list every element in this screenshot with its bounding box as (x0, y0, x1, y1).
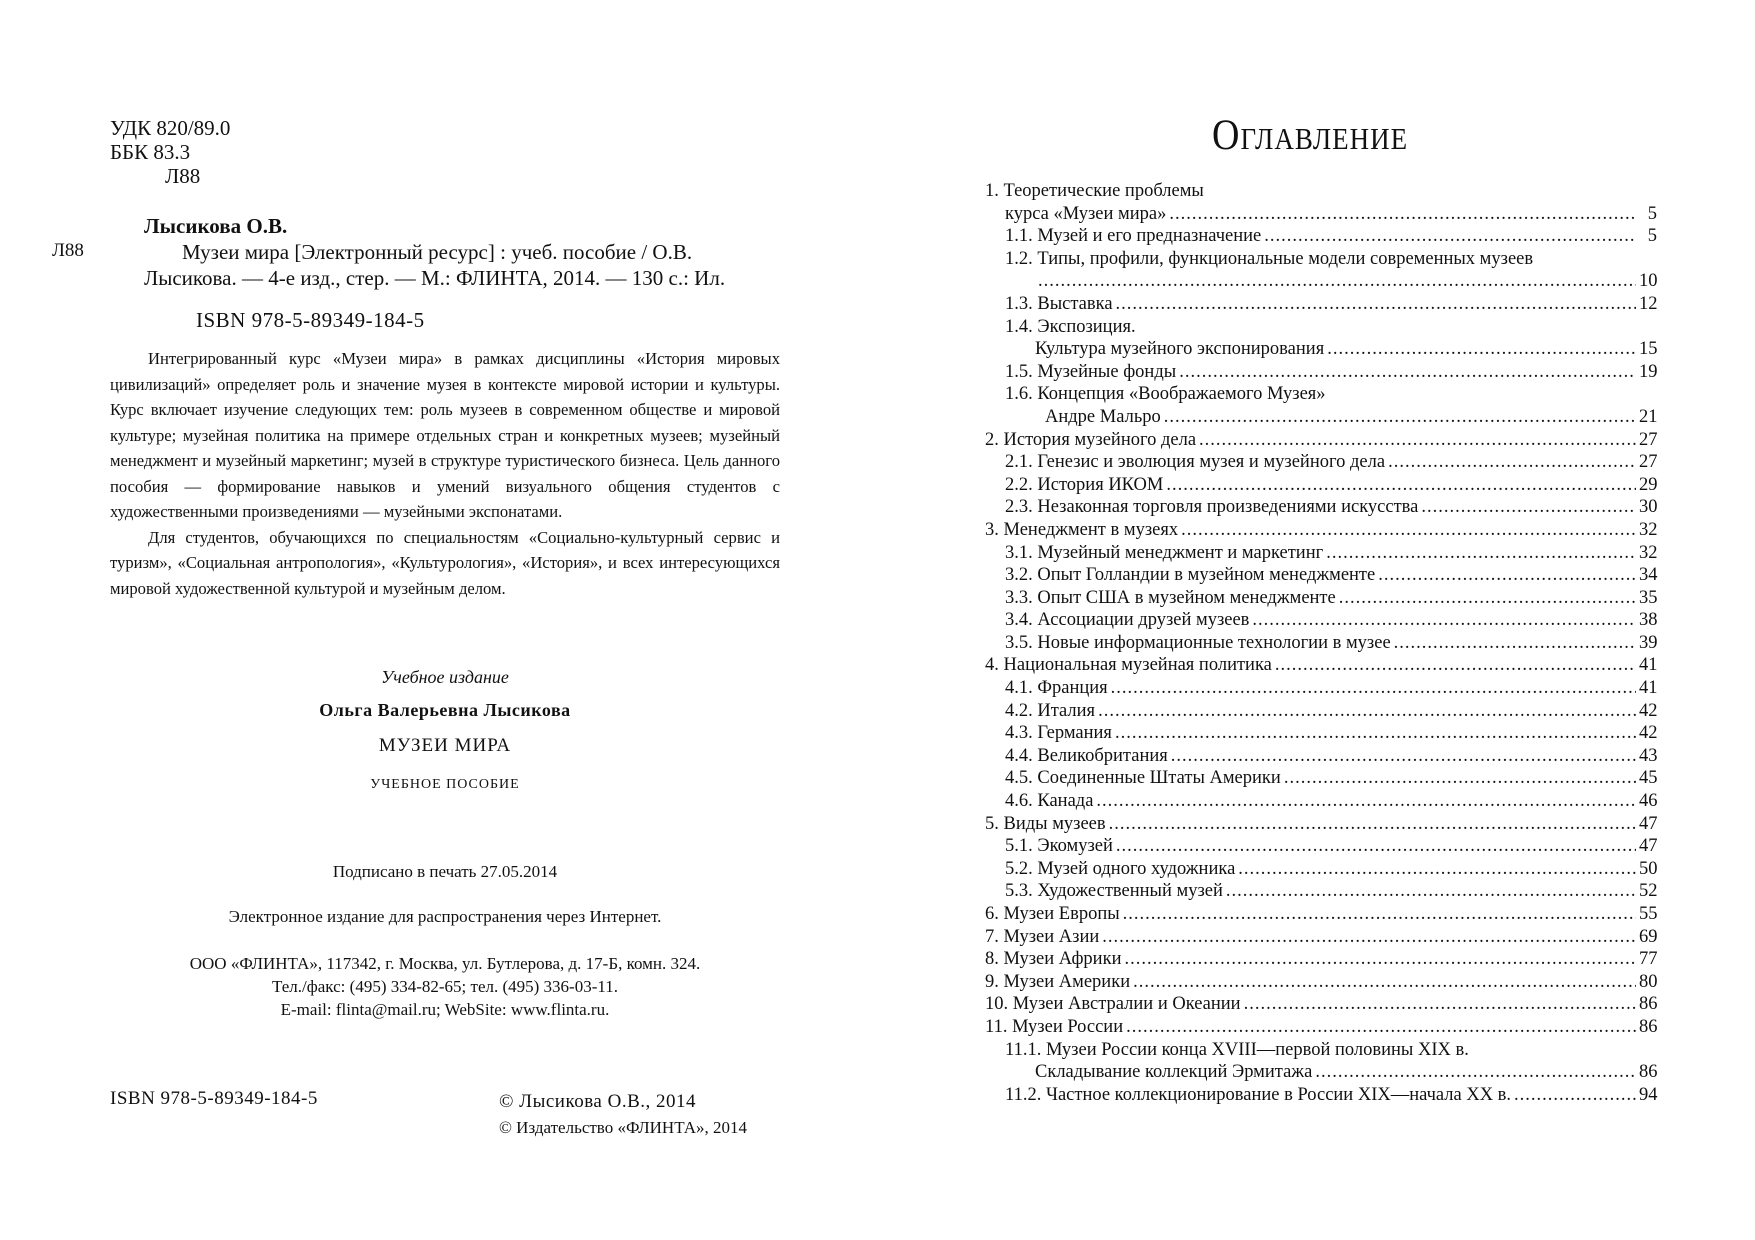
toc-entry-label: 3.1. Музейный менеджмент и маркетинг (1005, 542, 1324, 563)
toc-entry-label: 1. Теоретические проблемы (985, 181, 1204, 201)
toc-entry-label: 1.4. Экспозиция. (1005, 316, 1136, 337)
toc-leader-dots (1238, 858, 1636, 881)
toc-entry-label: 5.1. Экомузей (1005, 836, 1113, 857)
toc-entry-label: 1.6. Концепция «Воображаемого Музея» (1005, 384, 1326, 405)
toc-leader-dots (1109, 813, 1636, 836)
biblio-description-line2: Лысикова. — 4-е изд., стер. — М.: ФЛИНТА, 2014. — 130 с.: Ил. (144, 266, 726, 290)
toc-leader-dots (1116, 835, 1636, 858)
toc-entry (985, 609, 1657, 632)
toc-entry-label: 11.2. Частное коллекционирование в России XIX—начала XX в. (1005, 1084, 1512, 1105)
toc-entry-page: 19 (1639, 361, 1658, 382)
toc-entry (985, 745, 1657, 768)
toc-entry (985, 587, 1657, 610)
udk-code: УДК 820/89.0 (110, 116, 231, 140)
toc-entry (985, 926, 1657, 949)
toc-entry-label: курса «Музеи мира» (1005, 203, 1167, 224)
toc-entry-page: 77 (1639, 949, 1658, 970)
toc-entry (985, 1084, 1657, 1107)
toc-entry (985, 700, 1657, 723)
bbk-code: ББК 83.3 (110, 140, 191, 164)
annotation-paragraph-1: Интегрированный курс «Музеи мира» в рамках дисциплины «История мировых цивилизаций» определяет роль и значение музея в контексте мировой истории и культуры. Курс включает изучение следующих тем: роль музеев в современном обществе и мировой культуре; музейная политика на примере отдельных стран и конкретных музеев; музейный менеджмент и музейный маркетинг; музей в структуре туристического бизнеса. Цель данного пособия — формирование навыков и умений визуального общения студентов с художественными произведениями — музейными экспонатами. (110, 349, 780, 521)
toc-entry-page: 94 (1639, 1084, 1658, 1105)
toc-entry-label: 8. Музеи Африки (985, 949, 1122, 970)
toc-entry-label: 2. История музейного дела (985, 429, 1197, 450)
toc-leader-dots (1111, 677, 1636, 700)
toc-entry-label: 4.1. Франция (1005, 678, 1108, 699)
toc-entry-label: 4.5. Соединенные Штаты Америки (1005, 768, 1281, 789)
publisher-phone: Тел./факс: (495) 334-82-65; тел. (495) 336-03-11. (272, 977, 618, 996)
toc-entry (985, 767, 1657, 790)
toc-entry-page: 46 (1639, 791, 1658, 812)
toc-entry-page: 42 (1639, 723, 1658, 744)
toc-entry (985, 632, 1657, 655)
annotation-paragraph-2: Для студентов, обучающихся по специальностям «Социально-культурный сервис и туризм», «Социальная антропология», «Культурология», «История», и всех интересующихся мировой художественной культурой и музейным делом. (110, 527, 780, 598)
toc-entry (985, 858, 1657, 881)
toc-leader-dots (1284, 767, 1636, 790)
toc-entry-label: 4.6. Канада (1005, 791, 1094, 812)
toc-leader-dots (1038, 270, 1636, 293)
toc-leader-dots (1421, 496, 1636, 519)
copyright-author: © Лысикова О.В., 2014 (499, 1091, 697, 1112)
toc-entry (985, 677, 1657, 700)
toc-leader-dots (1394, 632, 1636, 655)
toc-leader-dots (1244, 993, 1636, 1016)
toc-entry-label: 1.5. Музейные фонды (1005, 361, 1177, 382)
toc-entry-page: 35 (1639, 587, 1658, 608)
toc-entry (985, 474, 1657, 497)
toc-entry-label: 6. Музеи Европы (985, 904, 1120, 924)
toc-leader-dots (1378, 564, 1636, 587)
toc-entry-label: 3.2. Опыт Голландии в музейном менеджменте (1005, 565, 1376, 586)
toc-leader-dots (1252, 609, 1636, 632)
toc-entry-page: 21 (1639, 406, 1658, 427)
toc-leader-dots (1115, 722, 1636, 745)
toc-leader-dots (1327, 338, 1636, 361)
toc-entry-label: 3.5. Новые информационные технологии в музее (1005, 632, 1391, 653)
toc-entry-label: 5.3. Художественный музей (1005, 881, 1223, 902)
book-subtitle: УЧЕБНОЕ ПОСОБИЕ (370, 777, 520, 792)
toc-entry (985, 519, 1657, 542)
toc-entry (985, 993, 1657, 1016)
toc-entry (985, 429, 1657, 452)
toc-entry-page: 29 (1639, 474, 1658, 495)
toc-entry (985, 406, 1657, 429)
toc-leader-dots (1123, 903, 1636, 926)
toc-entry-page: 5 (1647, 226, 1657, 247)
toc-entry-label: 4.3. Германия (1005, 723, 1112, 744)
annotation (110, 346, 780, 601)
toc-entry-page: 47 (1639, 836, 1658, 857)
print-date: Подписано в печать 27.05.2014 (332, 862, 558, 881)
toc-entry (985, 293, 1657, 316)
toc-leader-dots (1096, 790, 1636, 813)
toc-entry (985, 564, 1657, 587)
toc-entry-page: 39 (1639, 632, 1658, 653)
toc-entry (985, 542, 1657, 565)
edition-type: Учебное издание (381, 667, 509, 687)
toc-entry-label: Культура музейного экспонирования (1035, 339, 1325, 360)
toc-entry-label: 4.4. Великобритания (1005, 745, 1168, 766)
toc-entry-page: 86 (1639, 994, 1658, 1015)
toc-entry (985, 451, 1657, 474)
toc-entry (985, 790, 1657, 813)
toc-entry (985, 1016, 1657, 1039)
toc-leader-dots (1169, 203, 1636, 226)
toc-entry (985, 496, 1657, 519)
toc-entry-label: 11. Музеи России (985, 1016, 1124, 1037)
author-heading: Лысикова О.В. (144, 214, 288, 238)
toc-entry-page: 12 (1639, 293, 1658, 314)
toc-entry-page: 15 (1639, 339, 1658, 360)
publisher-web: E-mail: flinta@mail.ru; WebSite: www.flinta.ru. (280, 1000, 610, 1019)
toc-entry-page: 30 (1639, 497, 1658, 518)
toc-entry (985, 225, 1657, 248)
toc-entry-label: 10. Музеи Австралии и Океании (985, 994, 1241, 1015)
toc-entry-page: 47 (1639, 813, 1658, 834)
toc-entry (985, 654, 1657, 677)
isbn-bottom: ISBN 978-5-89349-184-5 (110, 1088, 318, 1109)
toc-entry-label: 1.1. Музей и его предназначение (1005, 226, 1262, 247)
book-title: МУЗЕИ МИРА (378, 735, 512, 756)
toc-entry-page: 43 (1639, 745, 1658, 766)
toc-entry-page: 27 (1639, 429, 1658, 450)
toc-leader-dots (1164, 406, 1636, 429)
toc-leader-dots (1102, 926, 1636, 949)
toc-entry-label: 2.3. Незаконная торговля произведениями искусства (1005, 497, 1419, 518)
toc-entry-page: 45 (1639, 768, 1658, 789)
toc-entry (985, 361, 1657, 384)
margin-code: Л88 (52, 240, 84, 261)
toc-entry (985, 948, 1657, 971)
toc-entry (985, 903, 1657, 926)
toc-entry (985, 270, 1657, 293)
toc-leader-dots (1326, 542, 1636, 565)
table-of-contents (985, 180, 1657, 1106)
toc-entry (985, 835, 1657, 858)
toc-entry (985, 203, 1657, 226)
toc-entry-page: 41 (1639, 678, 1658, 699)
toc-leader-dots (1226, 880, 1636, 903)
toc-entry (985, 383, 1657, 406)
publisher-info (110, 952, 780, 1021)
toc-entry-page: 32 (1639, 542, 1658, 563)
author-code: Л88 (165, 164, 201, 188)
toc-entry-label: 2.2. История ИКОМ (1005, 474, 1164, 495)
toc-leader-dots (1514, 1084, 1636, 1107)
toc-entry-label: 7. Музеи Азии (985, 926, 1100, 947)
toc-entry-page: 34 (1639, 565, 1658, 586)
toc-entry (985, 722, 1657, 745)
toc-entry-label: 3.3. Опыт США в музейном менеджменте (1005, 587, 1336, 608)
toc-entry (985, 248, 1657, 271)
toc-entry (985, 1061, 1657, 1084)
toc-entry-label: 4.2. Италия (1005, 700, 1096, 721)
toc-leader-dots (1315, 1061, 1636, 1084)
classification-codes (110, 116, 230, 188)
toc-entry (985, 180, 1657, 203)
toc-leader-dots (1133, 971, 1636, 994)
toc-entry-page: 69 (1639, 926, 1658, 947)
toc-entry-label: 5.2. Музей одного художника (1005, 858, 1236, 879)
toc-leader-dots (1275, 654, 1636, 677)
toc-leader-dots (1179, 361, 1636, 384)
toc-leader-dots (1181, 519, 1636, 542)
toc-entry (985, 1039, 1657, 1062)
toc-leader-dots (1166, 474, 1636, 497)
toc-entry-label: 11.1. Музеи России конца XVIII—первой половины XIX в. (1005, 1039, 1469, 1060)
toc-entry-page: 42 (1639, 700, 1658, 721)
isbn-top: ISBN 978-5-89349-184-5 (196, 308, 425, 332)
toc-leader-dots (1264, 225, 1636, 248)
toc-entry-page: 86 (1639, 1016, 1658, 1037)
toc-entry-label: 3.4. Ассоциации друзей музеев (1005, 610, 1250, 631)
copyright-publisher: © Издательство «ФЛИНТА», 2014 (499, 1118, 748, 1137)
toc-leader-dots (1388, 451, 1636, 474)
toc-entry-page: 10 (1639, 271, 1658, 292)
biblio-description-line1: Музеи мира [Электронный ресурс] : учеб. пособие / О.В. (182, 240, 693, 264)
toc-leader-dots (1339, 587, 1636, 610)
toc-entry-label: 1.2. Типы, профили, функциональные модели современных музеев (1005, 248, 1534, 269)
toc-leader-dots (1199, 429, 1636, 452)
toc-leader-dots (1098, 700, 1636, 723)
toc-entry-label: 1.3. Выставка (1005, 293, 1113, 314)
toc-leader-dots (1126, 1016, 1636, 1039)
toc-entry (985, 316, 1657, 339)
toc-entry-label: 5. Виды музеев (985, 813, 1106, 834)
toc-entry-label: 2.1. Генезис и эволюция музея и музейного дела (1005, 452, 1386, 473)
toc-leader-dots (1124, 948, 1636, 971)
electronic-note: Электронное издание для распространения через Интернет. (228, 907, 662, 926)
toc-entry-page: 38 (1639, 610, 1658, 631)
toc-entry-page: 52 (1639, 881, 1658, 902)
toc-entry-page: 27 (1639, 452, 1658, 473)
toc-entry-page: 80 (1639, 971, 1658, 992)
toc-leader-dots (1171, 745, 1636, 768)
toc-entry-label: 3. Менеджмент в музеях (985, 519, 1179, 540)
toc-title: Оглавление (1212, 111, 1409, 160)
toc-entry-page: 55 (1639, 904, 1658, 924)
publisher-address: ООО «ФЛИНТА», 117342, г. Москва, ул. Бутлерова, д. 17-Б, комн. 324. (189, 954, 701, 973)
toc-entry (985, 813, 1657, 836)
toc-entry-label: 4. Национальная музейная политика (985, 655, 1272, 676)
toc-entry (985, 880, 1657, 903)
toc-entry-label: 9. Музеи Америки (985, 971, 1131, 992)
toc-entry-label: Андре Мальро (1045, 406, 1161, 427)
toc-entry-page: 41 (1639, 655, 1658, 676)
toc-entry-page: 86 (1639, 1062, 1658, 1083)
toc-entry (985, 971, 1657, 994)
toc-entry-label: Складывание коллекций Эрмитажа (1035, 1062, 1313, 1083)
toc-entry-page: 50 (1639, 858, 1658, 879)
author-full-name: Ольга Валерьевна Лысикова (319, 700, 571, 720)
toc-leader-dots (1116, 293, 1636, 316)
toc-entry-page: 5 (1647, 203, 1657, 224)
toc-entry (985, 338, 1657, 361)
toc-entry-page: 32 (1639, 519, 1658, 540)
